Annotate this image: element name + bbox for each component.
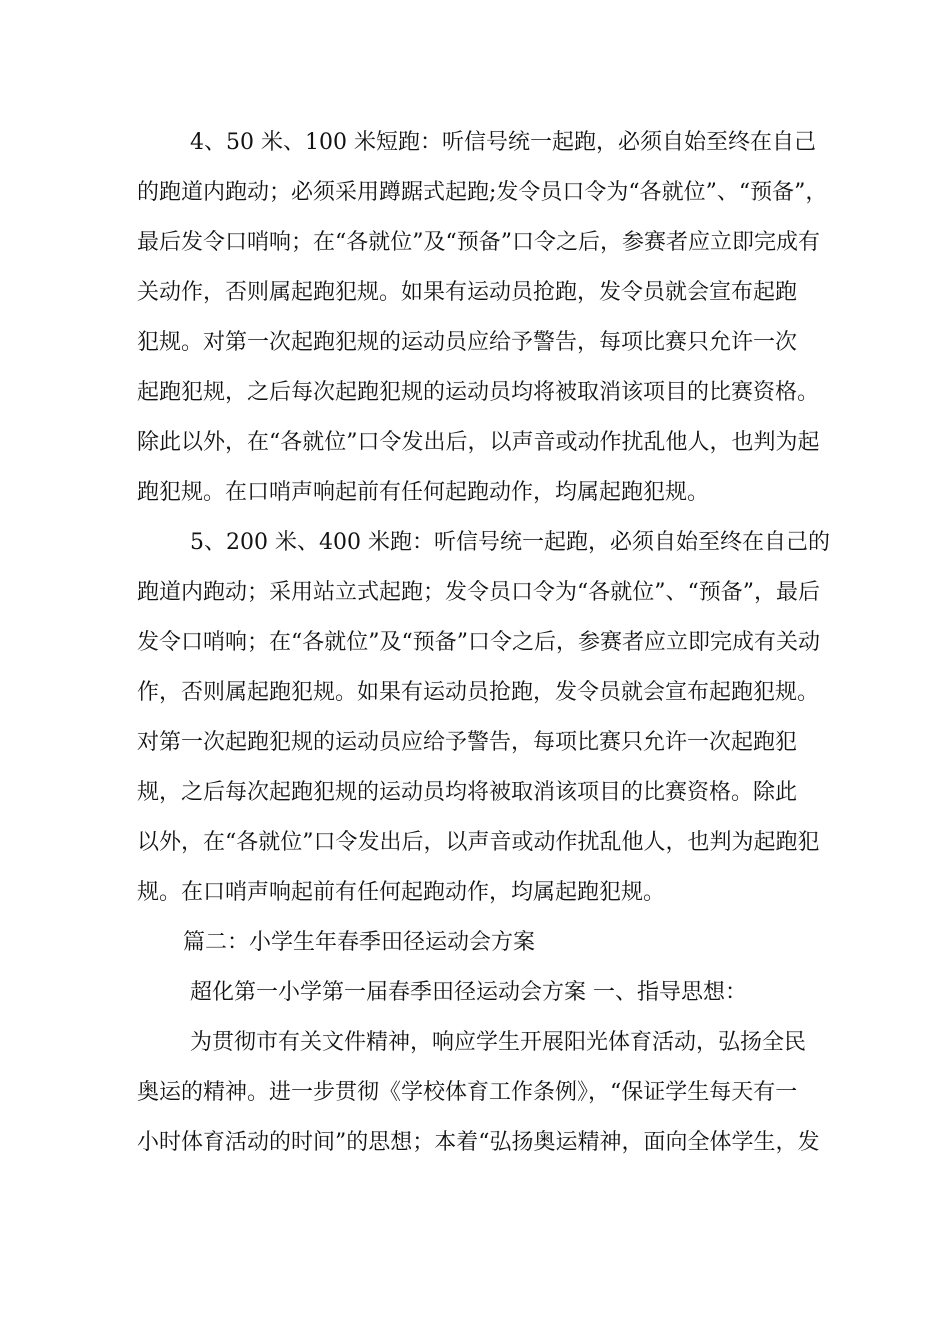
text-line: 小时体育活动的时间”的思想；本着“弘扬奥运精神，面向全体学生，发 xyxy=(137,1130,820,1155)
text-line: 跑犯规。在口哨声响起前有任何起跑动作，均属起跑犯规。 xyxy=(137,480,710,505)
text-line: 奥运的精神。进一步贯彻《学校体育工作条例》，“保证学生每天有一 xyxy=(137,1080,798,1105)
text-line: 作，否则属起跑犯规。如果有运动员抢跑，发令员就会宣布起跑犯规。 xyxy=(137,680,820,705)
text-line: 的跑道内跑动；必须采用蹲踞式起跑;发令员口令为“各就位”、“预备”， xyxy=(137,180,828,205)
text-line: 起跑犯规，之后每次起跑犯规的运动员均将被取消该项目的比赛资格。 xyxy=(137,380,820,405)
text-line: 为贯彻市有关文件精神，响应学生开展阳光体育活动，弘扬全民 xyxy=(190,1030,807,1055)
text-line: 除此以外，在“各就位”口令发出后，以声音或动作扰乱他人，也判为起 xyxy=(137,430,820,455)
text-line: 对第一次起跑犯规的运动员应给予警告，每项比赛只允许一次起跑犯 xyxy=(137,730,798,755)
text-line: 以外，在“各就位”口令发出后，以声音或动作扰乱他人，也判为起跑犯 xyxy=(137,830,820,855)
text-line: 超化第一小学第一届春季田径运动会方案 一、指导思想： xyxy=(190,980,747,1005)
text-line: 关动作，否则属起跑犯规。如果有运动员抢跑，发令员就会宣布起跑 xyxy=(137,280,798,305)
text-line: 最后发令口哨响；在“各就位”及“预备”口令之后，参赛者应立即完成有 xyxy=(137,230,820,255)
text-line: 5、200 米、400 米跑：听信号统一起跑，必须自始至终在自己的 xyxy=(190,530,830,555)
text-line: 犯规。对第一次起跑犯规的运动员应给予警告，每项比赛只允许一次 xyxy=(137,330,798,355)
text-line: 4、50 米、100 米短跑：听信号统一起跑，必须自始至终在自己 xyxy=(190,130,816,155)
text-line: 发令口哨响；在“各就位”及“预备”口令之后，参赛者应立即完成有关动 xyxy=(137,630,820,655)
text-line: 跑道内跑动；采用站立式起跑；发令员口令为“各就位”、“预备”，最后 xyxy=(137,580,820,605)
text-line: 规，之后每次起跑犯规的运动员均将被取消该项目的比赛资格。除此 xyxy=(137,780,798,805)
text-line: 规。在口哨声响起前有任何起跑动作，均属起跑犯规。 xyxy=(137,880,666,905)
section-heading: 篇二：小学生年春季田径运动会方案 xyxy=(183,930,536,955)
